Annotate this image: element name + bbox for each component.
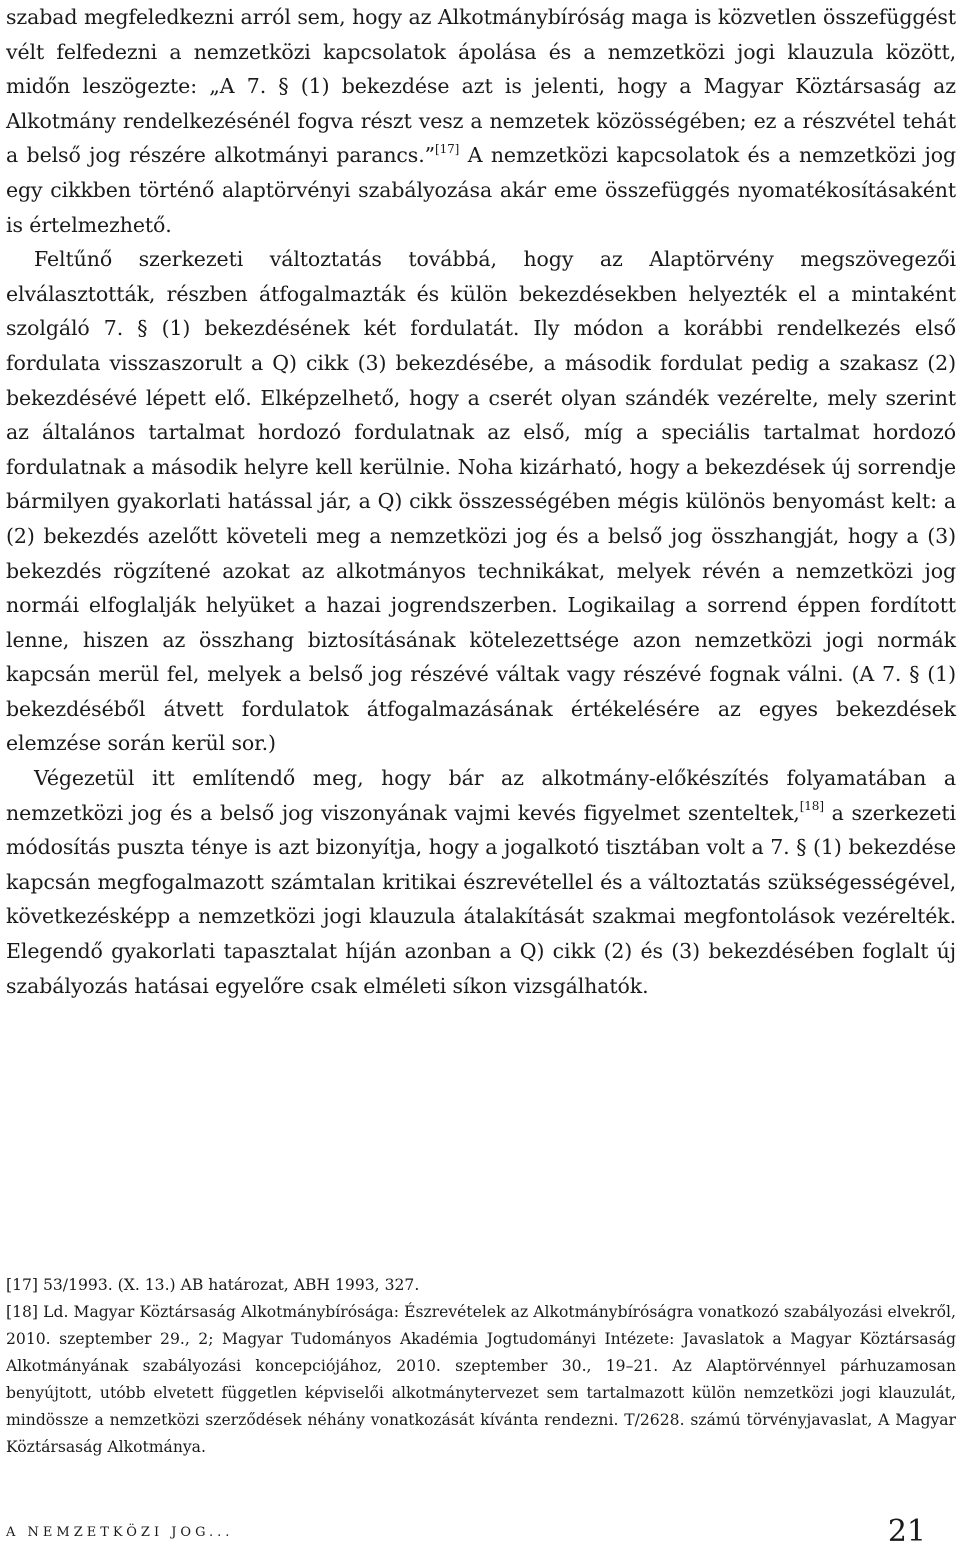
paragraph-2: Feltűnő szerkezeti változtatás továbbá, hogy az Alaptörvény megszövegezői elválasztották, részben átfogalmazták és külön bekezdésekben helyezték el a mintaként szolgáló 7. § (1) bekezdésének két fordulatát. Ily módon a korábbi rendelkezés első fordulata visszaszorult a Q) cikk (3) bekezdésébe, a második fordulat pedig a szakasz (2) bekezdésévé lépett elő. Elképzelhető, hogy a cserét olyan szándék vezérelte, mely szerint az általános tartalmat hordozó fordulatnak az első, míg a speciális tartalmat hordozó fordulatnak a második helyre kell kerülnie. Noha kizárható, hogy a bekezdések új sorrendje bármilyen gyakorlati hatással jár, a Q) cikk összességében mégis különös benyomást kelt: a (2) bekezdés azelőtt követeli meg a nemzetközi jog és a belső jog összhangját, hogy a (3) bekezdés rögzítené azokat az alkotmányos technikákat, melyek révén a nemzetközi jog normái elfoglalják helyüket a hazai jogrendszerben. Logikailag a sorrend éppen fordított lenne, hiszen az összhang biztosításának kötelezettsége azon nemzetközi jogi normák kapcsán merül fel, melyek a belső jog részévé váltak vagy részévé fognak válni. (A 7. § (1) bekezdéséből átvett fordulatok átfogalmazásának értékelésére az egyes bekezdések elemzése során kerül sor.) — [6, 247, 956, 756]
footnote-ref-17[interactable]: [17] — [435, 141, 460, 156]
paragraph-3 — [6, 761, 956, 1003]
footnotes — [6, 1272, 956, 1461]
footnote-17: [17] 53/1993. (X. 13.) AB határozat, ABH 1993, 327. — [6, 1276, 420, 1294]
paragraph-1 — [6, 0, 956, 242]
running-footer-title: A NEMZETKÖZI JOG... — [6, 1525, 234, 1540]
paragraph-1-text-a: szabad megfeledkezni arról sem, hogy az Alkotmánybíróság maga is közvetlen összefüggést vélt felfedezni a nemzetközi kapcsolatok ápolása és a nemzetközi jogi klauzula között, midőn leszögezte: „A 7. § (1) bekezdése azt is jelenti, hogy a Magyar Köztársaság az Alkotmány rendelkezésénél fogva részt vesz a nemzetek közösségében; ez a részvétel tehát a belső jog részére alkotmányi parancs.” — [6, 5, 956, 168]
document-page — [6, 0, 956, 1559]
paragraph-3-text-a: Végezetül itt említendő meg, hogy bár az alkotmány-előkészítés folyamatában a nemzetközi jog és a belső jog viszonyának vajmi kevés figyelmet szenteltek, — [6, 766, 956, 825]
paragraph-3-text-b: a szerkezeti módosítás puszta ténye is azt bizonyítja, hogy a jogalkotó tisztában volt a 7. § (1) bekezdése kapcsán megfogalmazott számtalan kritikai észrevétellel és a változtatás szükségességével, következésképp a nemzetközi jogi klauzula átalakítását szakmai megfontolások vezérelték. Elegendő gyakorlati tapasztalat híján azonban a Q) cikk (2) és (3) bekezdésében foglalt új szabályozás hatásai egyelőre csak elméleti síkon vizsgálhatók. — [6, 800, 956, 998]
page-number: 21 — [887, 1514, 926, 1549]
footnote-ref-18[interactable]: [18] — [799, 798, 824, 813]
main-text — [6, 0, 956, 1003]
paragraph-1-text-b: A nemzetközi kapcsolatok és a nemzetközi jog egy cikkben történő alaptörvényi szabályozása akár eme összefüggés nyomatékosításaként is értelmezhető. — [6, 143, 956, 237]
footnote-18: [18] Ld. Magyar Köztársaság Alkotmánybírósága: Észrevételek az Alkotmánybíróságra vonatkozó szabályozási elvekről, 2010. szeptember 29., 2; Magyar Tudományos Akadémia Jogtudományi Intézete: Javaslatok a Magyar Köztársaság Alkotmányának szabályozási koncepciójához, 2010. szeptember 30., 19–21. Az Alaptörvénnyel párhuzamosan benyújtott, utóbb elvetett független képviselői alkotmánytervezet sem tartalmazott külön nemzetközi jogi klauzulát, mindössze a nemzetközi szerződések néhány vonatkozását kívánta rendezni. T/2628. számú törvényjavaslat, A Magyar Köztársaság Alkotmánya. — [6, 1303, 956, 1456]
